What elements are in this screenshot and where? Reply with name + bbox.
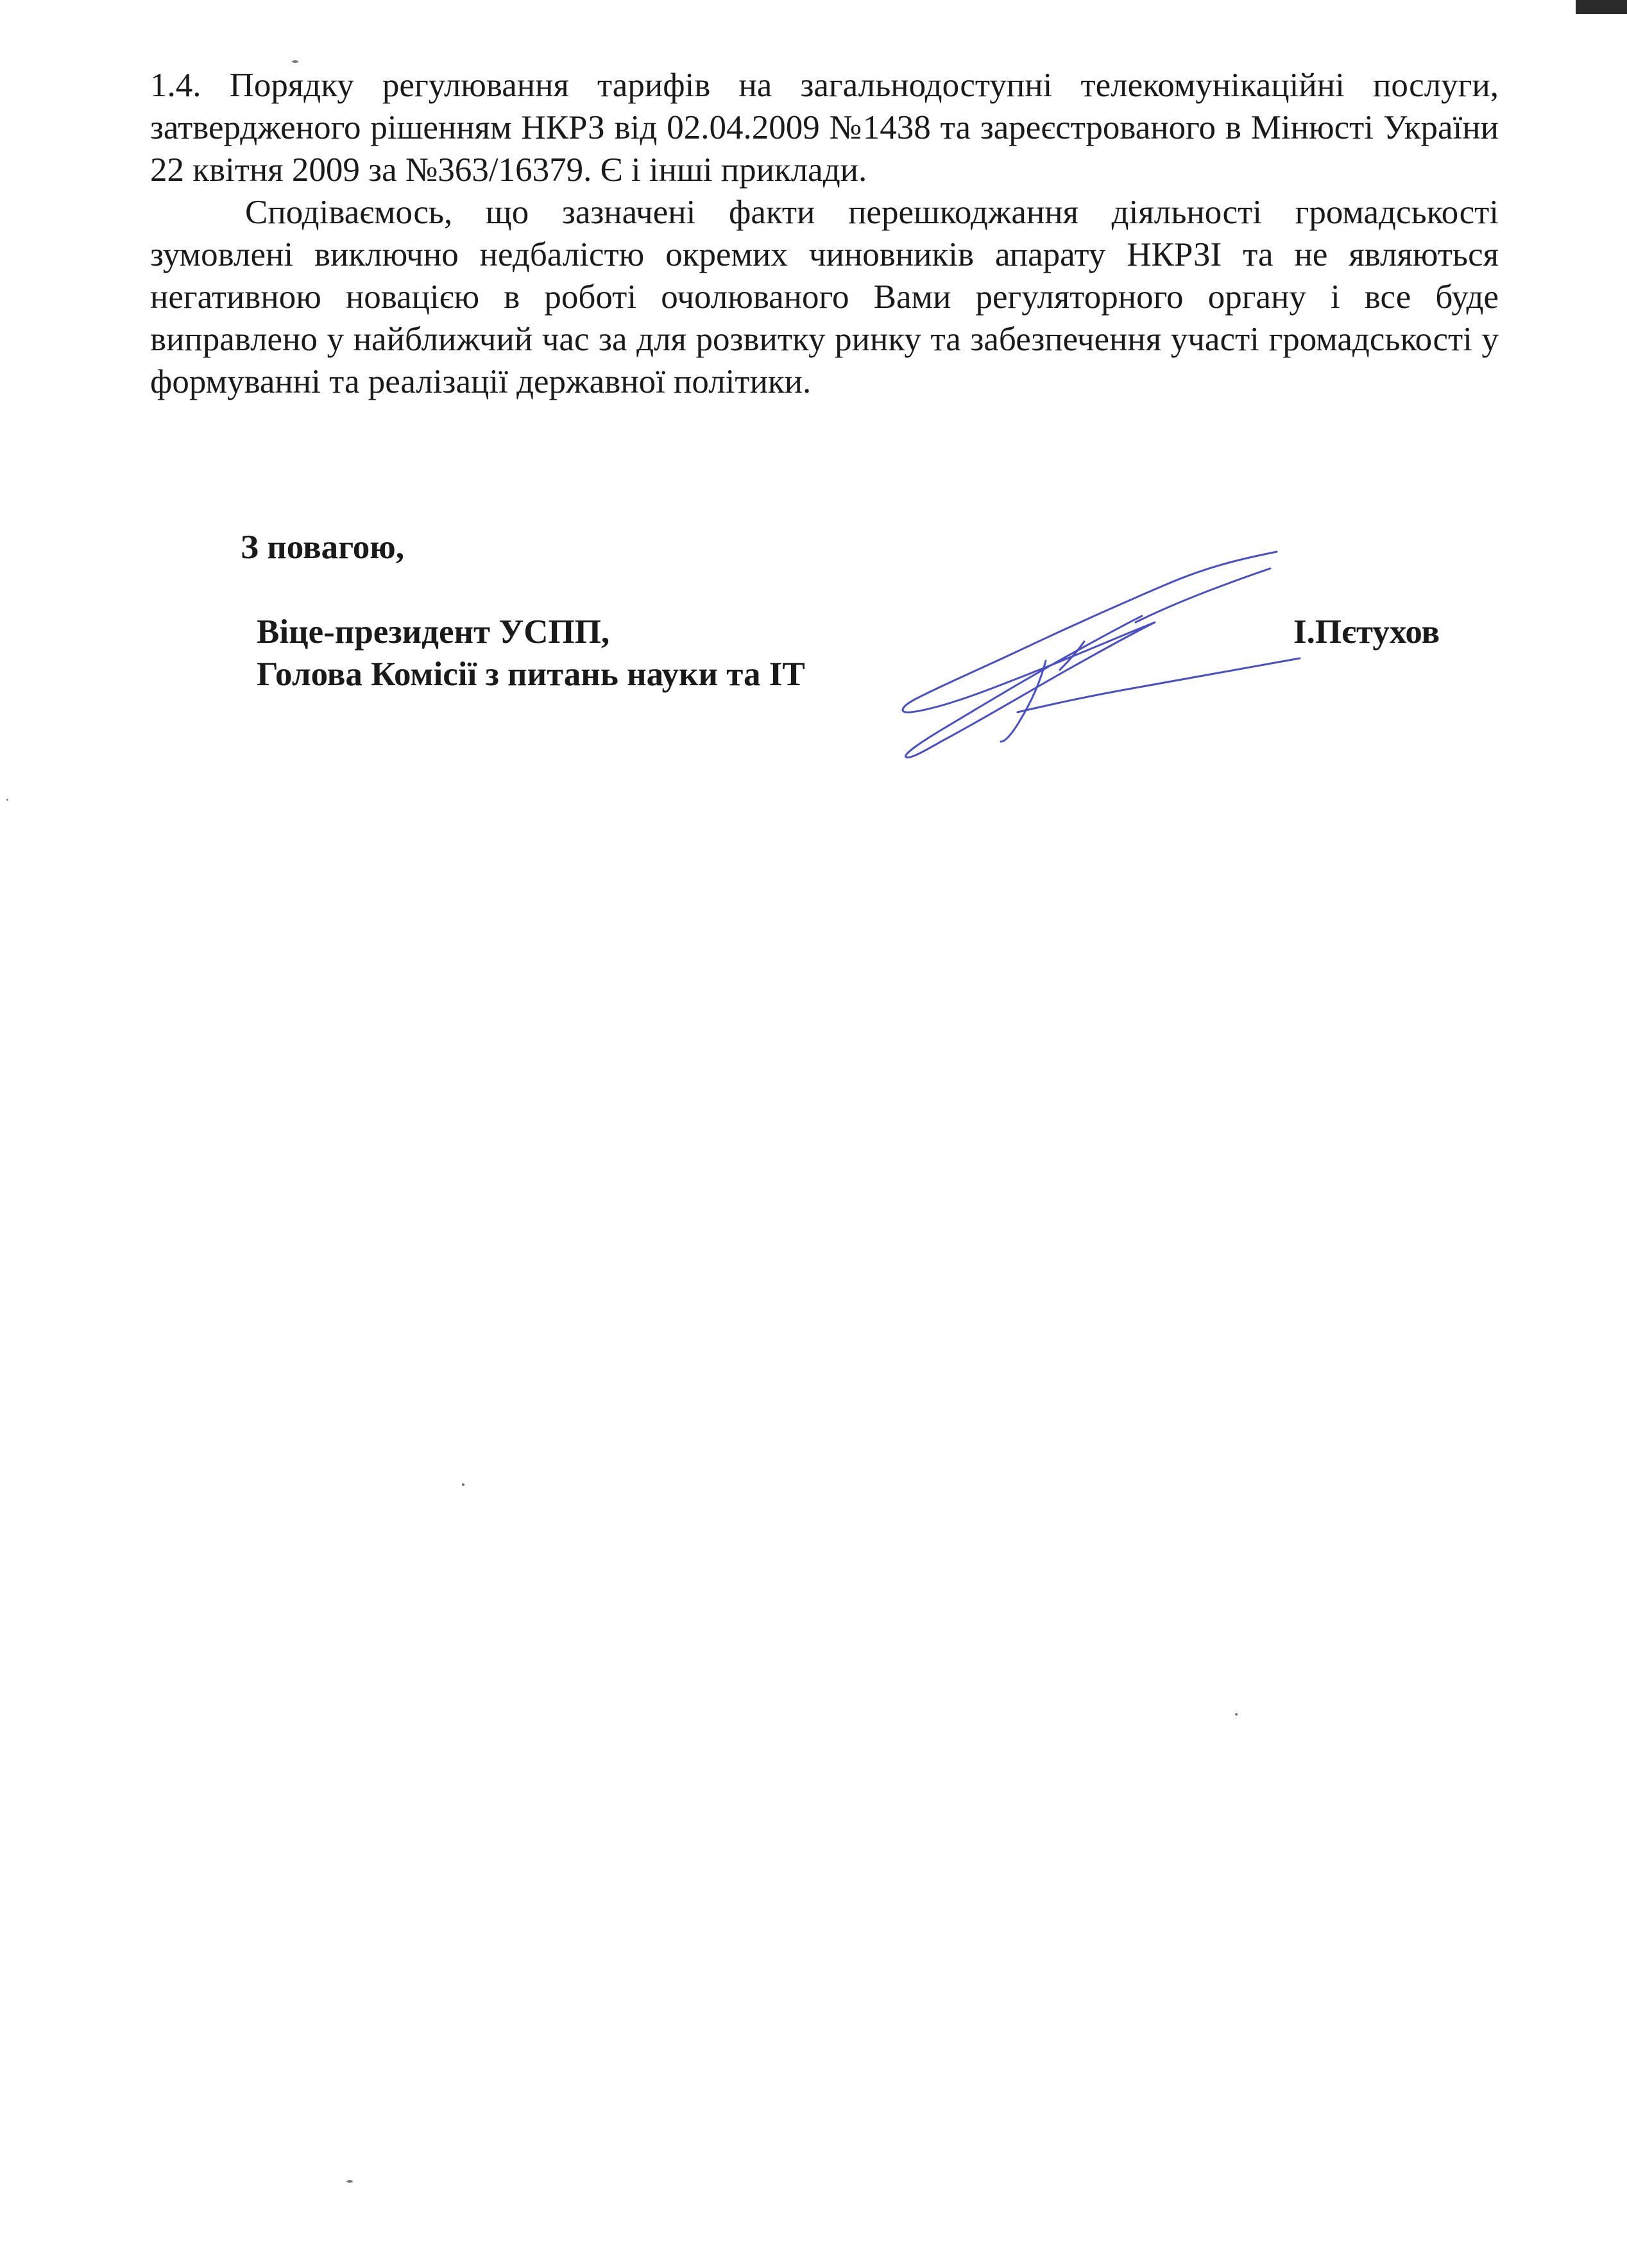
signature-strokes: [903, 552, 1300, 758]
signature-stroke-mark: [1060, 642, 1084, 670]
signer-position: [257, 611, 805, 695]
scan-speck: [1235, 1713, 1238, 1716]
signature-stroke-main: [903, 552, 1277, 758]
letter-body: [150, 64, 1499, 403]
signature-stroke-upper: [1136, 568, 1270, 622]
signer-position-line-1: Віце-президент УСПП,: [257, 613, 610, 651]
scan-edge-mark: [1576, 0, 1627, 14]
signer-position-line-2: Голова Комісії з питань науки та ІТ: [257, 656, 805, 693]
handwritten-signature: [892, 539, 1302, 770]
signer-name: І.Пєтухов: [1293, 613, 1440, 651]
paragraph-closing-remarks: Сподіваємось, що зазначені факти перешкоджання діяльності громадськості зумовлені виключно недбалістю окремих чиновників апарату НКРЗІ та не являються негативною новацією в роботі очолюваного Вами регуляторного органу і все буде виправлено у найближчий час за для розвитку ринку та забезпечення участі громадськості у формуванні та реалізації державної політики.: [150, 194, 1499, 400]
paragraph-item-1-4: 1.4. Порядку регулювання тарифів на загальнодоступні телекомунікаційні послуги, затвердженого рішенням НКРЗ від 02.04.2009 №1438 та зареєстрованого в Мінюсті України 22 квітня 2009 за №363/16379. Є і інші приклади.: [150, 67, 1499, 189]
scan-speck: [6, 799, 8, 801]
scan-speck: [462, 1483, 464, 1486]
scan-speck: [346, 2180, 353, 2183]
closing-salutation: З повагою,: [241, 529, 405, 566]
signature-stroke-tail: [1018, 658, 1300, 712]
scan-speck: [292, 60, 298, 63]
